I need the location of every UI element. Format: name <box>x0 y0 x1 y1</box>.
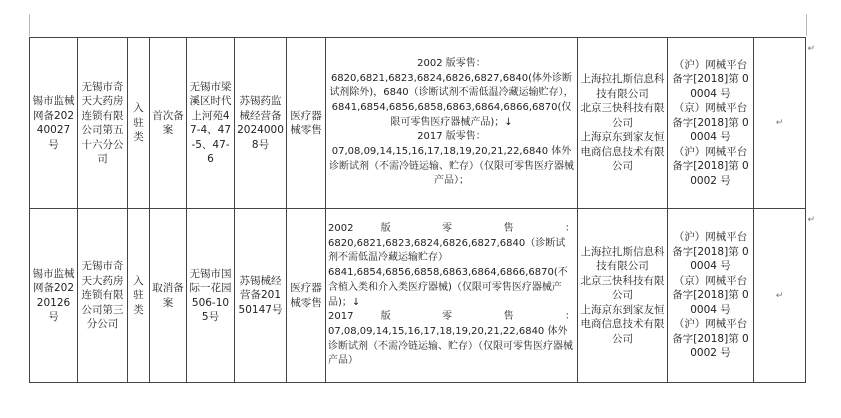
platform-filings <box>668 38 754 209</box>
platform-company: 上海京东到家友恒电商信息技术有限公司 <box>580 303 665 345</box>
platform-filing: （沪）网械平台备字[2018]第 00004 号 <box>672 231 749 273</box>
business-scope <box>326 209 578 383</box>
platform-companies <box>578 209 668 383</box>
page-corner-mark-right <box>806 14 807 36</box>
platform-filings <box>668 209 754 383</box>
page-corner-mark-left <box>29 14 30 36</box>
business-category: 医疗器械零售 <box>287 38 326 209</box>
license-number: 苏锡械经营备20150147号 <box>235 209 287 383</box>
cell-end-mark: ↵ <box>775 118 784 129</box>
platform-filing: （京）网械平台备字[2018]第 00004 号 <box>672 102 749 144</box>
platform-filing: （京）网械平台备字[2018]第 00004 号 <box>672 274 749 316</box>
filing-action: 首次备案 <box>150 38 187 209</box>
platform-type: 入驻类 <box>128 209 150 383</box>
row-end-mark: ↵ <box>807 44 815 54</box>
company-name: 无锡市奇天大药房连锁有限公司第五十六分公司 <box>78 38 128 209</box>
company-name: 无锡市奇天大药房连锁有限公司第三分公司 <box>78 209 128 383</box>
scope-line: 07,08,09,14,15,16,17,18,19,20,21,22,6840 体外诊断试剂（不需冷链运输、贮存）（仅限可零售医疗器械产品）； <box>329 146 574 187</box>
business-scope <box>326 38 578 209</box>
scope-line: 2002 版 零 售 ： <box>328 222 575 234</box>
scope-line: 6841,6854,6856,6858,6863,6864,6866,6870(不含植入类和介入类医疗器械)（仅限可零售医疗器械产品)；↓ <box>328 267 568 308</box>
scope-line: 07,08,09,14,15,16,17,18,19,20,21,22,6840 体外诊断试剂（不需冷链运输、贮存）（仅限可零售医疗器械产品） <box>328 325 573 367</box>
platform-companies <box>578 38 668 209</box>
scope-line: 6820,6821,6823,6824,6826,6827,6840（诊断试剂不需低温冷藏运输贮存） <box>328 237 566 264</box>
scope-line: 6841,6854,6856,6858,6863,6864,6866,6870(仅限可零售医疗器械产品)；↓ <box>331 101 572 128</box>
row-end-mark: ↵ <box>807 215 815 225</box>
cell-end-mark: ↵ <box>775 290 784 301</box>
platform-company: 上海京东到家友恒电商信息技术有限公司 <box>580 131 665 173</box>
scope-line: 2017 版零售： <box>417 131 486 143</box>
business-category: 医疗器械零售 <box>287 209 326 383</box>
empty-cell <box>754 38 815 209</box>
platform-filing: （沪）网械平台备字[2018]第 00002 号 <box>672 145 749 187</box>
table-row <box>30 38 806 209</box>
platform-filing: （沪）网械平台备字[2018]第 00004 号 <box>672 58 749 100</box>
filing-table <box>29 37 815 383</box>
platform-company: 北京三快科技有限公司 <box>580 102 665 129</box>
scope-line: 6820,6821,6823,6824,6826,6827,6840(体外诊断试剂除外)，6840（诊断试剂不需低温冷藏运输贮存）， <box>329 72 574 99</box>
platform-company: 北京三快科技有限公司 <box>580 274 665 302</box>
table-row <box>30 209 806 383</box>
filing-code: 锡市监械网备20220126号 <box>30 209 78 383</box>
license-number: 苏锡药监械经营备20240008号 <box>235 38 287 209</box>
platform-company: 上海拉扎斯信息科技有限公司 <box>580 73 665 100</box>
scope-line: 2017 版 零 售 ： <box>328 311 575 323</box>
scope-line: 2002 版零售： <box>417 57 486 69</box>
filing-code: 锡市监械网备20240027号 <box>30 38 78 209</box>
business-address: 无锡市梁溪区时代上河苑47-4、47-5、47-6 <box>187 38 235 209</box>
platform-type: 入驻类 <box>128 38 150 209</box>
filing-action: 取消备案 <box>150 209 187 383</box>
platform-filing: （沪）网械平台备字[2018]第 00002 号 <box>672 318 749 360</box>
business-address: 无锡市国际一花园506-105号 <box>187 209 235 383</box>
platform-company: 上海拉扎斯信息科技有限公司 <box>580 245 665 273</box>
empty-cell <box>754 209 815 383</box>
